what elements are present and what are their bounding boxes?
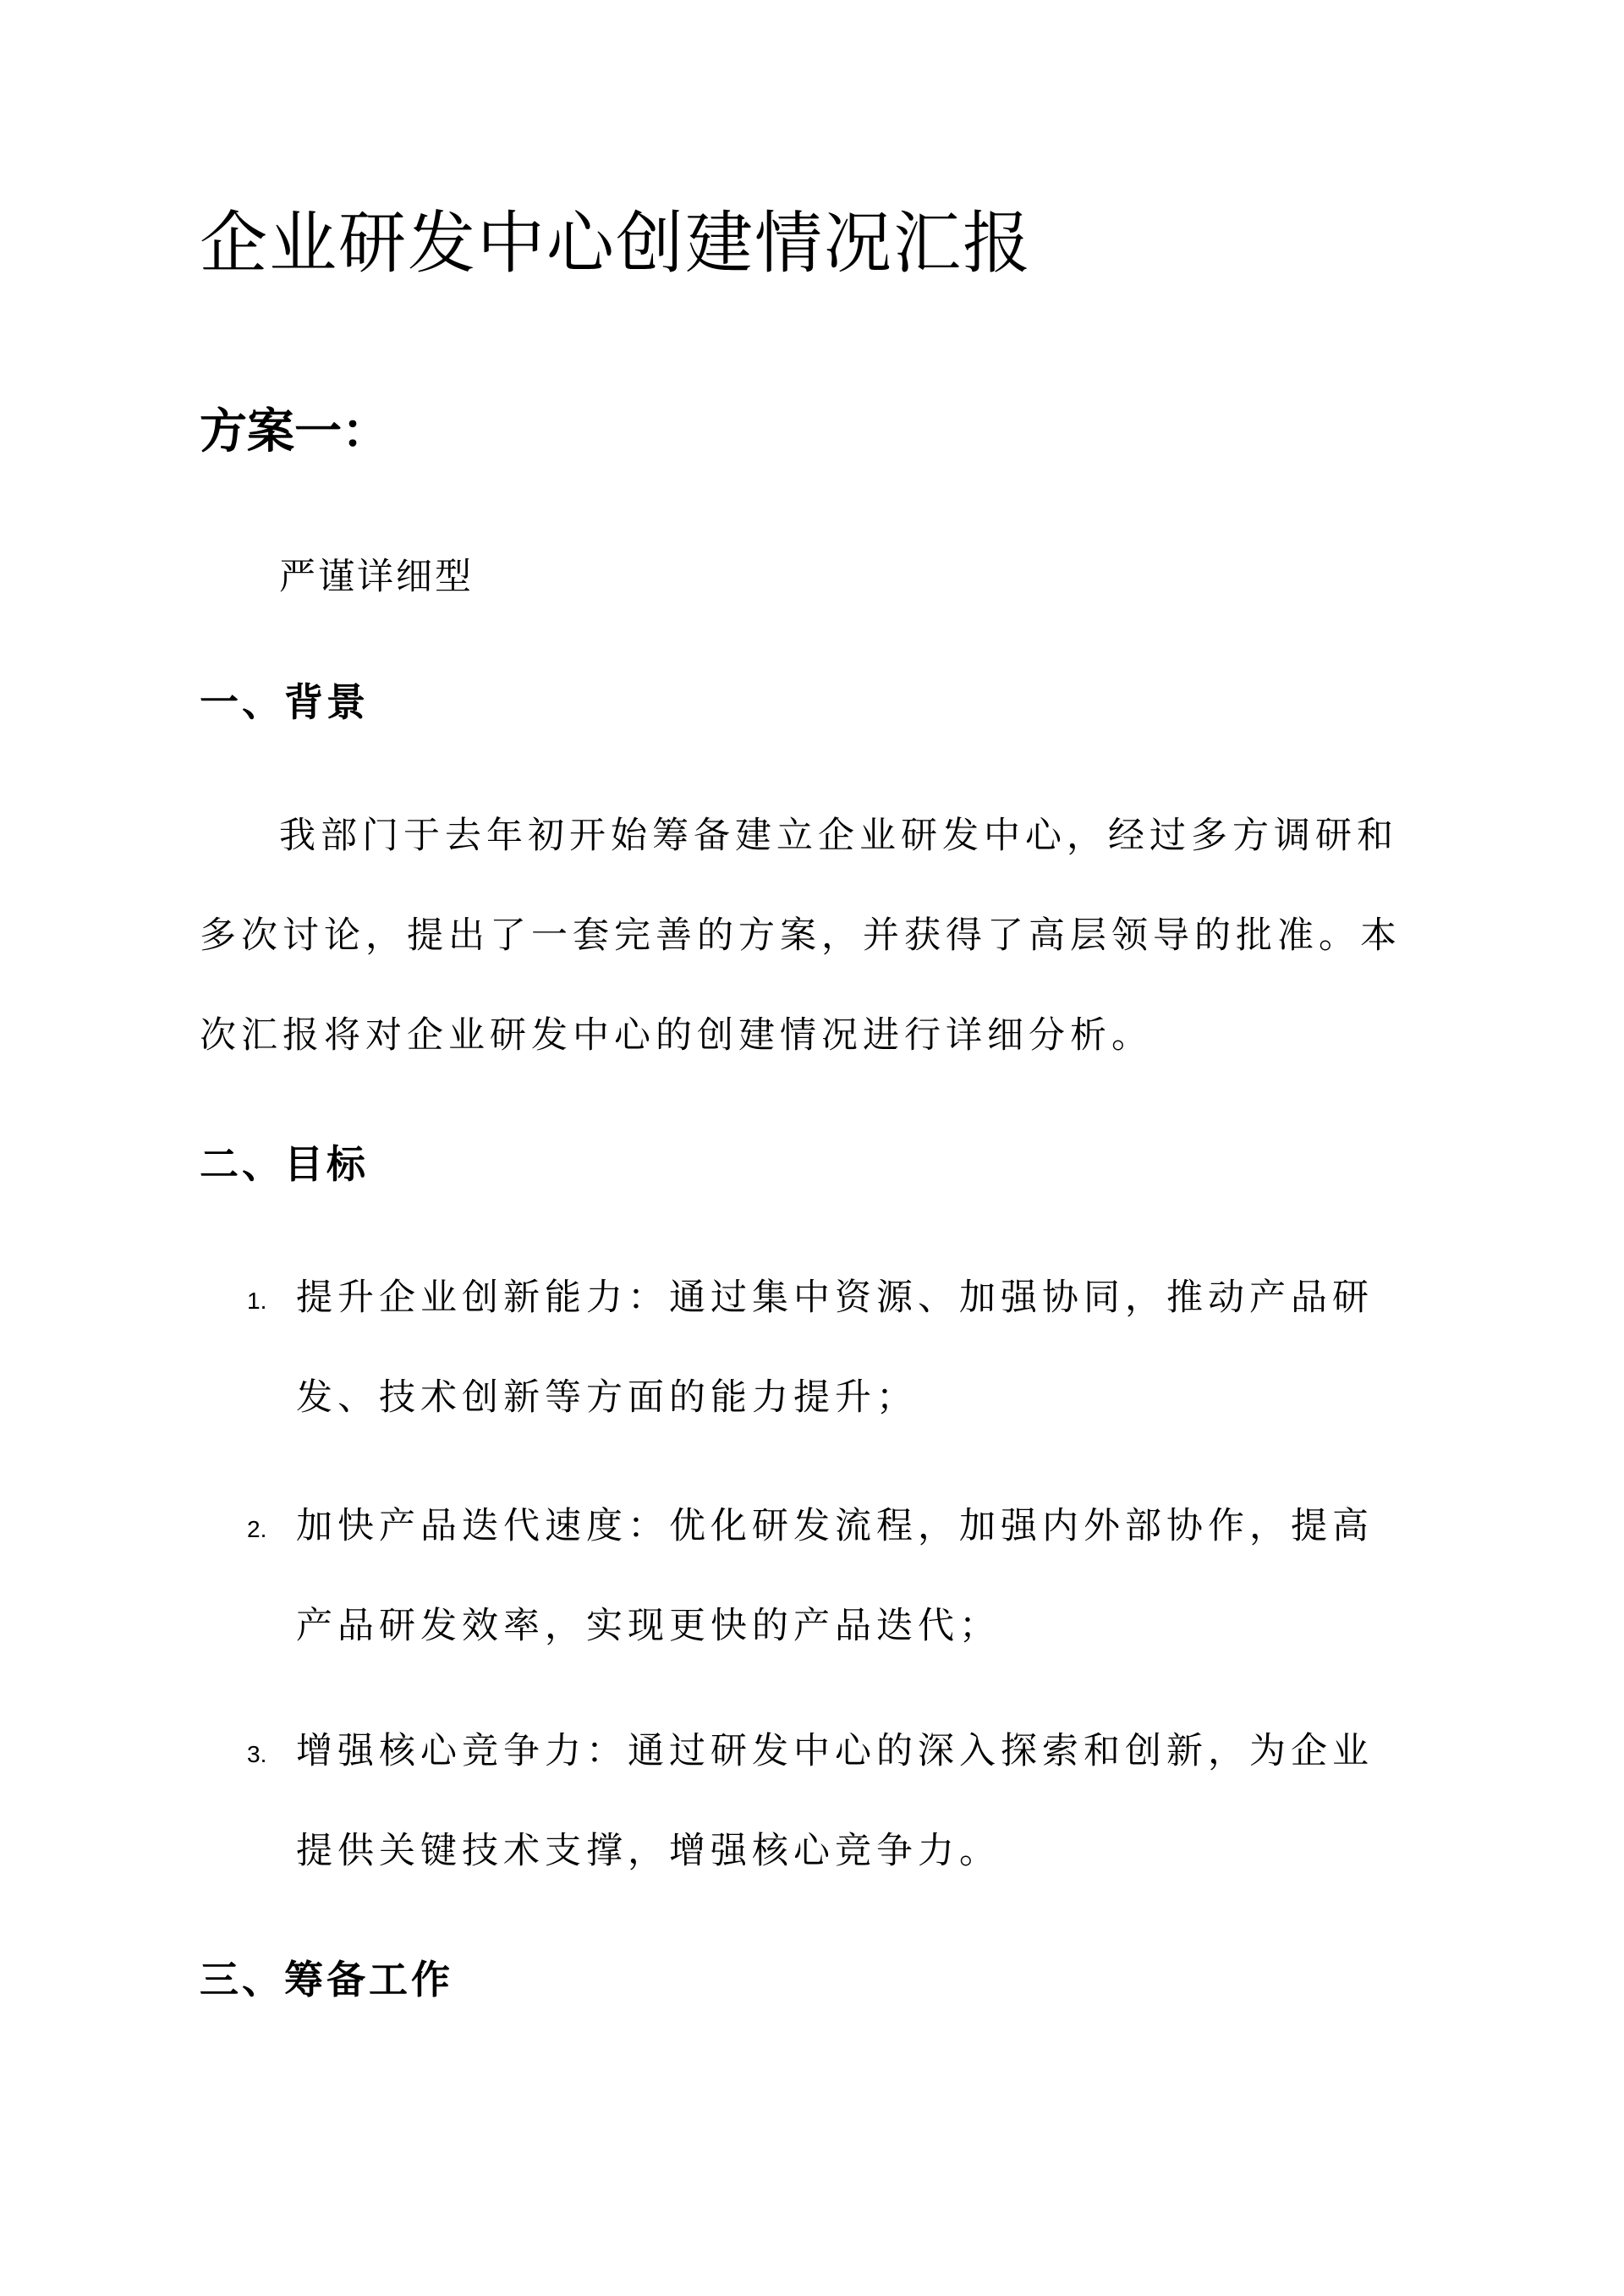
background-paragraph-line: 我部门于去年初开始筹备建立企业研发中心，经过多方调研和 — [279, 815, 1398, 857]
list-item-line: 发、技术创新等方面的能力提升； — [296, 1376, 918, 1419]
list-item-line: 提供关键技术支撑，增强核心竞争力。 — [296, 1830, 1001, 1872]
list-item-line: 增强核心竞争力：通过研发中心的深入探索和创新，为企业 — [296, 1730, 1374, 1772]
document-title: 企业研发中心创建情况汇报 — [200, 204, 1032, 283]
section-heading-goals: 二、目标 — [200, 1141, 369, 1187]
scheme-title: 方案一： — [200, 404, 389, 459]
section-heading-preparation: 三、筹备工作 — [200, 1957, 453, 2002]
list-item-number: 2. — [247, 1516, 267, 1542]
background-paragraph-line: 多次讨论，提出了一套完善的方案，并获得了高层领导的批准。本 — [200, 915, 1402, 957]
list-item-number: 1. — [247, 1288, 267, 1314]
list-item-line: 加快产品迭代速度：优化研发流程，加强内外部协作，提高 — [296, 1505, 1374, 1547]
style-label: 严谨详细型 — [279, 556, 474, 598]
section-heading-background: 一、背景 — [200, 679, 369, 725]
list-item-number: 3. — [247, 1741, 267, 1767]
list-item-line: 产品研发效率，实现更快的产品迭代； — [296, 1605, 1001, 1647]
background-paragraph-line: 次汇报将对企业研发中心的创建情况进行详细分析。 — [200, 1014, 1153, 1057]
list-item-line: 提升企业创新能力：通过集中资源、加强协同，推动产品研 — [296, 1277, 1374, 1319]
